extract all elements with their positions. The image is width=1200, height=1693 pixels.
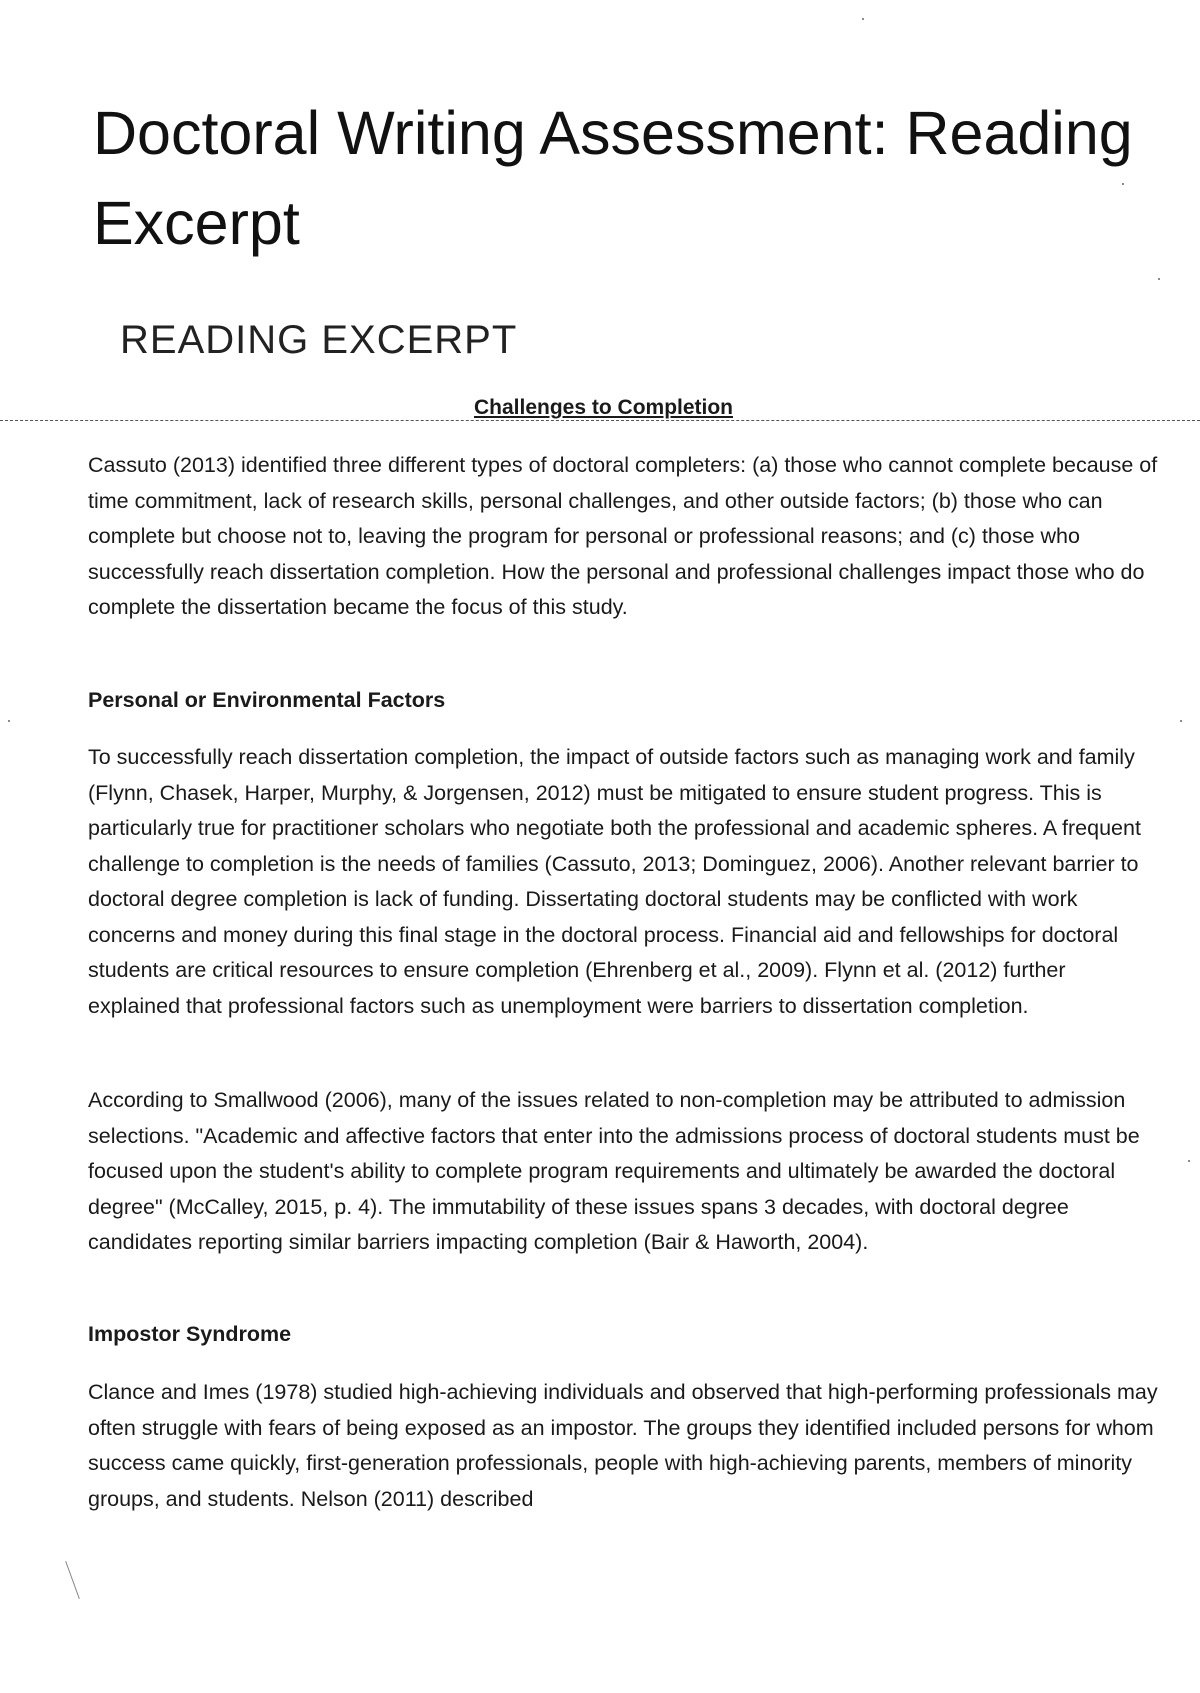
scan-speck (1158, 278, 1160, 280)
scan-speck (8, 720, 10, 722)
reading-excerpt-label: READING EXCERPT (120, 318, 518, 362)
paragraph-impostor-syndrome: Clance and Imes (1978) studied high-achieving individuals and observed that high-performing professionals may often struggle with fears of being exposed as an impostor. The groups they identified included persons for whom success came quickly, first-generation professionals, people with high-achieving parents, members of minority groups, and students. Nelson (2011) described (88, 1380, 1158, 1511)
paragraph-types-of-completers: Cassuto (2013) identified three different types of doctoral completers: (a) those who cannot complete because of time commitment, lack of research skills, personal challenges, and other outside factors; (b) those who can complete but choose not to, leaving the program for personal or professional reasons; and (c) those who successfully reach dissertation completion. How the personal and professional challenges impact those who do complete the dissertation became the focus of this study. (88, 453, 1158, 619)
scan-speck (1180, 720, 1182, 722)
section-heading: Challenges to Completion (470, 396, 737, 420)
document-title: Doctoral Writing Assessment: Reading Excerpt (93, 99, 1133, 257)
scan-speck (1122, 183, 1124, 185)
scan-mark (65, 1561, 80, 1599)
subheading-impostor-syndrome: Impostor Syndrome (88, 1322, 292, 1346)
paragraph-admission-selections: According to Smallwood (2006), many of the issues related to non-completion may be attributed to admission selections. "Academic and affective factors that enter into the admissions process of doctoral students must be focused upon the student's ability to complete program requirements and ultimately be awarded the doctoral degree" (McCalley, 2015, p. 4). The immutability of these issues spans 3 decades, with doctoral degree candidates reporting similar barriers impacting completion (Bair & Haworth, 2004). (88, 1088, 1140, 1254)
scan-speck (1188, 1160, 1190, 1162)
section-divider-line (0, 420, 1200, 422)
subheading-personal-factors: Personal or Environmental Factors (88, 688, 446, 712)
scan-speck (862, 18, 864, 20)
paragraph-outside-factors: To successfully reach dissertation completion, the impact of outside factors such as managing work and family (Flynn, Chasek, Harper, Murphy, & Jorgensen, 2012) must be mitigated to ensure student progress. This is particularly true for practitioner scholars who negotiate both the professional and academic spheres. A frequent challenge to completion is the needs of families (Cassuto, 2013; Dominguez, 2006). Another relevant barrier to doctoral degree completion is lack of funding. Dissertating doctoral students may be conflicted with work concerns and money during this final stage in the doctoral process. Financial aid and fellowships for doctoral students are critical resources to ensure completion (Ehrenberg et al., 2009). Flynn et al. (2012) further explained that professional factors such as unemployment were barriers to dissertation completion. (88, 745, 1141, 1018)
